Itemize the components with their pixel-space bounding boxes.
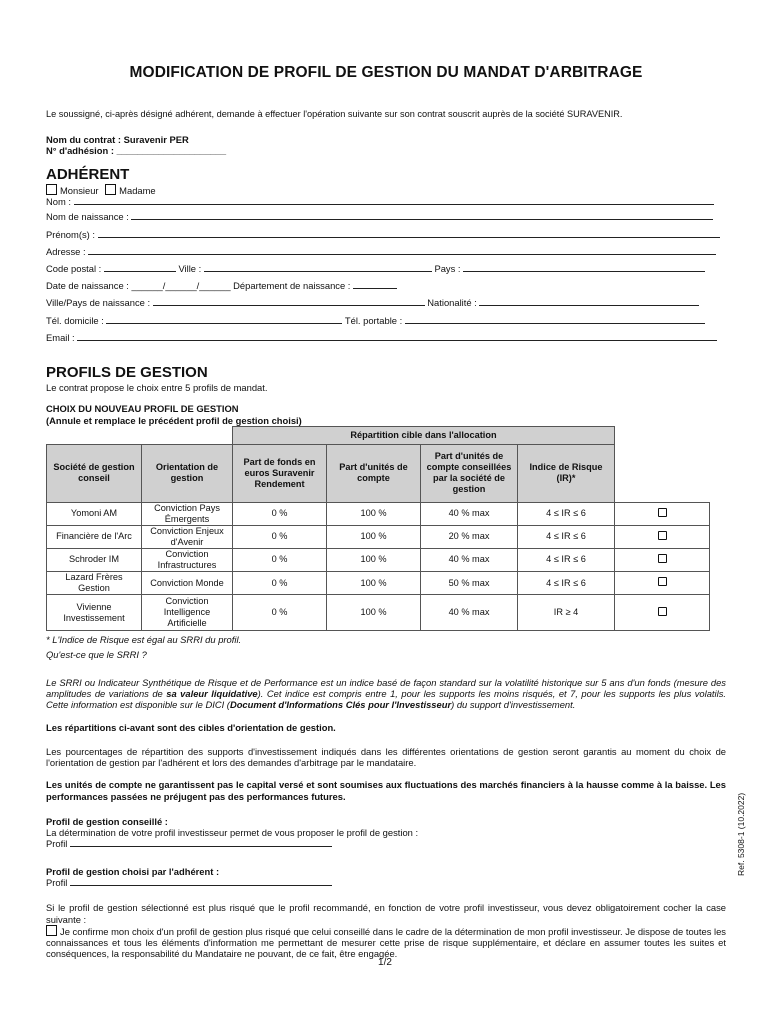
nationalite-field[interactable] [479,297,699,306]
repartition-header: Répartition cible dans l'allocation [233,426,615,444]
table-row: Yomoni AM Conviction Pays Émergents 0 % 100 % 40 % max 4 ≤ IR ≤ 6 [47,502,710,525]
risk-warning: Les unités de compte ne garantissent pas le capital versé et sont soumises aux fluctuations des marchés financiers à la hausse comme à la baisse. Les performances passées ne préjugent pas des performances futures. [46,779,726,802]
civility-row [46,184,726,196]
adherent-fields [46,196,726,349]
date-naissance-row: Date de naissance : ______/______/______ Département de naissance : [46,280,726,297]
header-euros: Part de fonds en euros Suravenir Rendement [233,444,327,502]
profil-choisi: Profil de gestion choisi par l'adhérent : Profil [46,866,726,889]
profil-conseille: Profil de gestion conseillé : La détermination de votre profil investisseur permet de vous proposer le profil de gestion : Profil [46,815,419,850]
repartitions-note: Les répartitions ci-avant sont des cibles d'orientation de gestion. [46,722,336,734]
table-row: Lazard Frères Gestion Conviction Monde 0 % 100 % 50 % max 4 ≤ IR ≤ 6 [47,572,710,595]
page-number: 1/2 [378,957,392,968]
monsieur-checkbox[interactable] [46,184,57,195]
code-postal-field[interactable] [104,263,176,272]
madame-checkbox[interactable] [105,184,116,195]
adresse-field[interactable] [88,246,716,255]
contract-name: Nom du contrat : Suravenir PER [46,133,189,145]
ville-pays-row: Ville/Pays de naissance : Nationalité : [46,297,726,314]
telephone-row: Tél. domicile : Tél. portable : [46,315,726,332]
madame-label: Madame [119,185,156,197]
profils-table [46,426,710,631]
intro-text: Le soussigné, ci-après désigné adhérent, demande à effectuer l'opération suivante sur son contrat souscrit auprès de la société SURAVENIR. [46,108,623,119]
confirmation-checkbox[interactable] [46,925,57,936]
nom-field[interactable] [74,196,714,205]
profils-heading: PROFILS DE GESTION [46,363,208,381]
srri-question: Qu'est-ce que le SRRI ? [46,649,147,661]
profile-select-checkbox[interactable] [658,531,667,540]
contract-number: N° d'adhésion : _____________________ [46,144,227,156]
srri-explanation: Le SRRI ou Indicateur Synthétique de Risque et de Performance est un indice basé de façon standard sur la volatilité historique sur 5 ans d'un fonds (mesure des amplitudes de variations de sa valeur liquidative). Cet indice est compris entre 1, pour les supports les moins risqués, et 7, pour les supports les plus volatils. Cette information est disponible sur le DICI (Document d'Informations Clés pour l'Investisseur) du support d'investissement. [46,676,726,711]
adherent-heading: ADHÉRENT [46,166,130,184]
prenoms-field[interactable] [98,229,720,238]
table-row: Vivienne Investissement Conviction Intelligence Artificielle 0 % 100 % 40 % max IR ≥ 4 [47,595,710,631]
header-uc: Part d'unités de compte [327,444,421,502]
contract-info [46,134,726,157]
pourcentages-note: Les pourcentages de répartition des supports d'investissement indiqués dans les différentes orientations de gestion seront garantis au moment du choix de l'orientation de gestion par l'adhérent et lors des demandes d'arbitrage par le mandataire. [46,745,726,769]
header-uc-conseil: Part d'unités de compte conseillées par la société de gestion [421,444,518,502]
tel-domicile-field[interactable] [106,315,342,324]
email-field[interactable] [77,332,717,341]
adresse-row: Adresse : [46,246,726,263]
profile-select-checkbox[interactable] [658,554,667,563]
profils-subtitle: Le contrat propose le choix entre 5 profils de mandat. [46,381,268,393]
risk-instruction: Si le profil de gestion sélectionné est plus risqué que le profil recommandé, en fonction de votre profil investisseur, vous devez obligatoirement cocher la case suivante : [46,902,726,925]
page-title: MODIFICATION DE PROFIL DE GESTION DU MANDAT D'ARBITRAGE [129,64,643,81]
header-orientation: Orientation de gestion [142,444,233,502]
ville-field[interactable] [204,263,432,272]
profile-select-checkbox[interactable] [658,577,667,586]
nom-naissance-row: Nom de naissance : [46,211,726,228]
tel-portable-field[interactable] [405,315,705,324]
nom-row: Nom : [46,196,726,211]
ville-pays-field[interactable] [153,297,425,306]
choix-title: CHOIX DU NOUVEAU PROFIL DE GESTION (Annule et remplace le précédent profil de gestion choisi) [46,403,302,426]
table-row: Schroder IM Conviction Infrastructures 0 % 100 % 40 % max 4 ≤ IR ≤ 6 [47,548,710,571]
profil-conseille-field[interactable] [70,838,332,847]
table-row: Financière de l'Arc Conviction Enjeux d'Avenir 0 % 100 % 20 % max 4 ≤ IR ≤ 6 [47,525,710,548]
form-page [46,64,726,960]
email-row: Email : [46,332,726,349]
profil-choisi-field[interactable] [70,877,332,886]
contract-number-field[interactable]: _____________________ [116,144,227,156]
header-societe: Société de gestion conseil [47,444,142,502]
departement-field[interactable] [353,280,397,289]
confirmation-row: Je confirme mon choix d'un profil de gestion plus risqué que celui conseillé dans le cadre de la détermination de mon profil investisseur. Je dispose de toutes les connaissances et tous les éléments d'information me permettant de mesurer cette prise de risque supplémentaire, et déclare en assumer toutes les suites et conséquences, la responsabilité du Mandataire ne pouvant, de ce fait, être engagée. [46,925,726,960]
nom-naissance-field[interactable] [131,211,713,220]
header-ir: Indice de Risque (IR)* [518,444,615,502]
monsieur-label: Monsieur [60,185,99,197]
code-postal-row: Code postal : Ville : Pays : [46,263,726,280]
reference: Ref. 5308-1 (10.2022) [736,792,746,876]
profile-select-checkbox[interactable] [658,508,667,517]
profile-select-checkbox[interactable] [658,607,667,616]
prenoms-row: Prénom(s) : [46,229,726,246]
pays-field[interactable] [463,263,705,272]
footnote: * L'Indice de Risque est égal au SRRI du profil. [46,634,242,646]
date-naissance-field[interactable]: ______/______/______ [131,280,231,292]
